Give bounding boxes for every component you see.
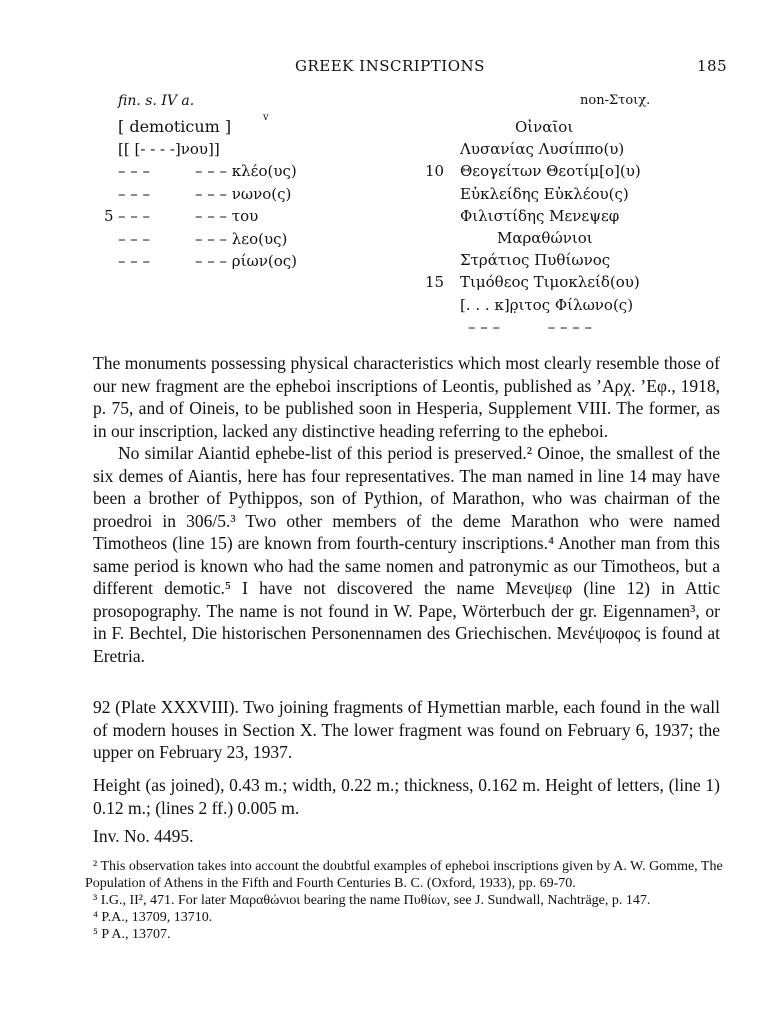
inventory [93,825,720,848]
inscription-left-line-end: – – – λεο(υς) [195,229,288,248]
inscription-left-line: – – – [118,162,151,180]
inscription-left-line-end: – – – κλέο(υς) [195,162,297,180]
line-number: 5 [104,207,114,225]
inscription-left-line: – – – [118,252,151,270]
inscription-style: non-Στοιχ. [580,93,651,108]
inscription-left-line: [ demoticum ] [118,117,232,136]
inscription-left-line: [[ [- - - -]νου]] [118,139,220,158]
inscription-left-line: – – – [118,229,151,248]
inscription-left-line-end: – – – του [195,207,259,225]
footnote-4: ⁴ P.A., 13709, 13710. [93,910,213,925]
inscription-right-line: Μαραθώνιοι [497,229,593,247]
line-number: 10 [425,162,445,181]
footnote-2: ² This observation takes into account the doubtful examples of epheboi inscriptions given by A. W. Gomme, The Population of Athens in the Fifth and Fourth Centuries B. C. (Oxford, 1933), pp. 69-70. [85,859,723,891]
footnotes [85,858,725,943]
paragraph-monuments: The monuments possessing physical characteristics which most clearly resemble those of our new fragment are the epheboi inscriptions of Leontis, published as ’Αρχ. ’Εφ., 1918, p. 75, and of Oineis, to be published soon in Hesperia, Supplement VIII. The former, as in our inscription, lacked any distinctive heading referring to the epheboi. [93,353,720,441]
inscription-left-line-end: – – – νωνο(ς) [195,184,292,203]
superscript-v: v [263,112,269,123]
line-number: 15 [425,273,445,292]
inscription-right-line: [. . . κ]ρ̣ιτος Φίλωνο(ς) [460,295,634,314]
inscription-right-line: Φιλιστίδης Μενεψεφ [460,206,620,225]
inscription-right-line: Οἰναῖοι [515,118,574,136]
inscription-right-line: Εὐκλείδης Εὐκλέου(ς) [460,184,629,203]
footnote-3: ³ I.G., II², 471. For later Μαραθώνιοι bearing the name Πυθίων, see J. Sundwall, Nachträge, p. 147. [93,893,651,908]
inscription-right-line: Στράτιος Πυθίωνος [460,251,611,270]
paragraph-entry-92: 92 (Plate XXXVIII). Two joining fragments of Hymettian marble, each found in the wall of modern houses in Section X. The lower fragment was found on February 6, 1937; the upper on February 23, 1937. [93,697,720,762]
inscription-left-line: – – – [118,184,151,203]
page-number: 185 [697,57,728,75]
inscription-right-line: – – – – – – – [468,317,593,336]
running-title: GREEK INSCRIPTIONS [295,57,485,75]
inscription-left-line: – – – [118,207,151,225]
footnote-5: ⁵ P A., 13707. [93,927,171,942]
inscription-right-line: Τιμόθεος Τιμοκλείδ(ου) [460,273,640,292]
inscription-left-line-end: – – – ρίων(ος) [195,252,297,270]
inscription-right-line: Λυσανίας Λυσίππο(υ) [460,140,625,159]
paragraph-aiantid: No similar Aiantid ephebe-list of this period is preserved.² Oinoe, the smallest of the six demes of Aiantis, here has four representatives. The man named in line 14 may have been a brother of Pythippos, son of Pythion, of Marathon, who was chairman of the proedroi in 306/5.³ Two other members of the deme Marathon who were named Timotheos (line 15) are known from fourth-century inscriptions.⁴ Another man from this same period is known who had the same nomen and patronymic as our Timotheos, but a different demotic.⁵ I have not discovered the name Μενεψεφ (line 12) in Attic prosopography. The name is not found in W. Pape, Wörterbuch der gr. Eigennamen³, or in F. Bechtel, Die historischen Personennamen des Griechischen. Μενέψοφος is found at Eretria. [93,443,720,666]
entry-92 [93,696,720,764]
inscription-date: fin. s. IV a. [118,93,195,109]
paragraph-measurements: Height (as joined), 0.43 m.; width, 0.22 m.; thickness, 0.162 m. Height of letters, (line 1) 0.12 m.; (lines 2 ff.) 0.005 m. [93,775,720,818]
paragraph-inventory: Inv. No. 4495. [93,826,194,846]
inscription-right-line: Θεογείτων Θεοτίμ[ο](υ) [460,162,641,181]
body-text [93,352,720,667]
measurements [93,774,720,819]
